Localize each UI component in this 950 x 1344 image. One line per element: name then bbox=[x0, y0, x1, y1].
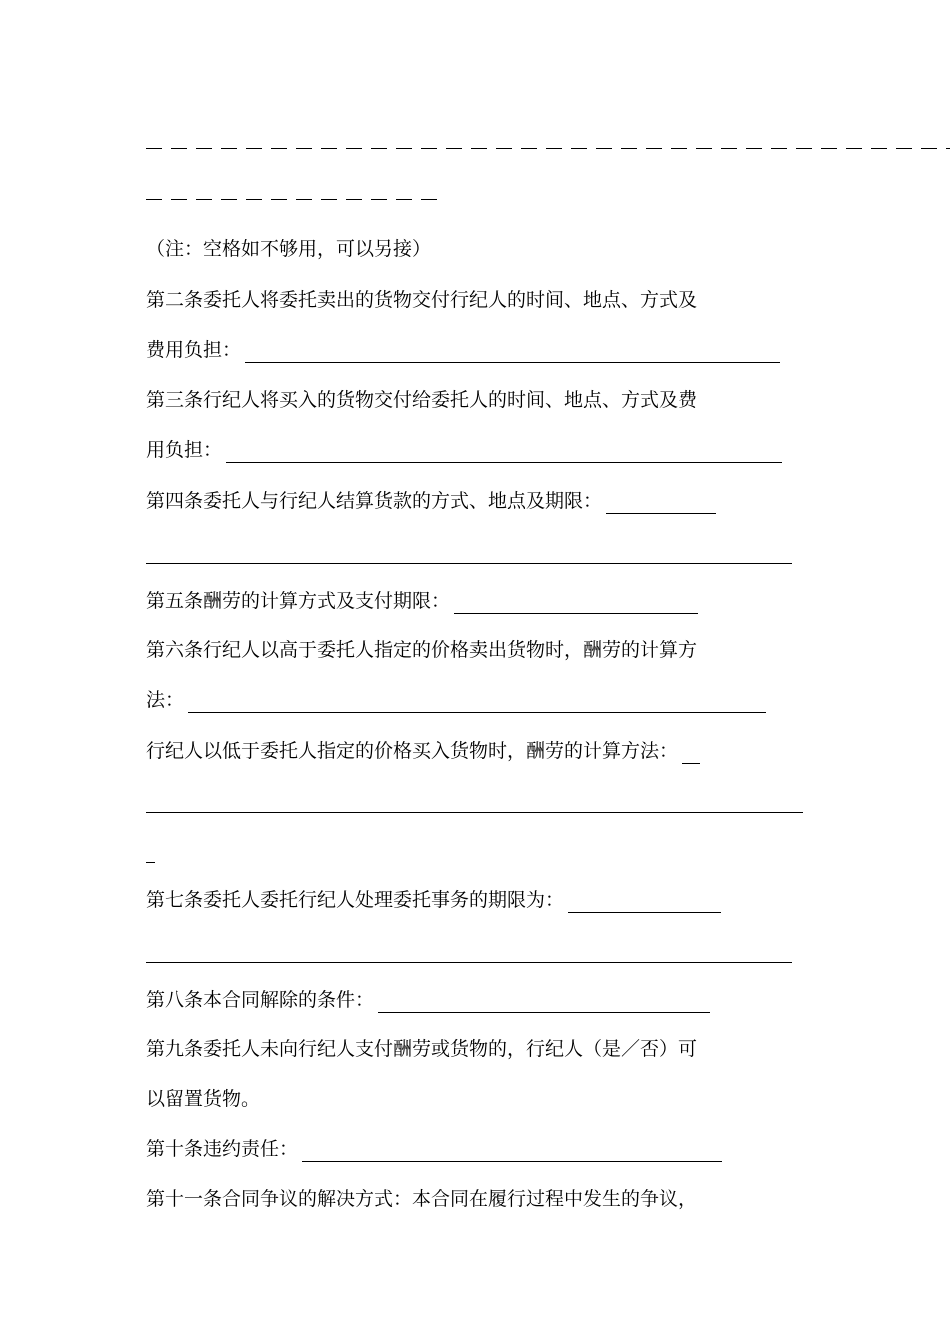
dash-mark bbox=[796, 148, 812, 149]
dash-separator-line bbox=[146, 199, 437, 200]
article-6-line-2 bbox=[146, 687, 766, 713]
article-10-line bbox=[146, 1136, 722, 1162]
article-9-text: 第九条委托人未向行纪人支付酬劳或货物的，行纪人（是／否）可 bbox=[146, 1038, 698, 1060]
article-10-text: 第十条违约责任： bbox=[146, 1138, 299, 1160]
dash-mark bbox=[296, 148, 312, 149]
dash-mark bbox=[921, 148, 937, 149]
dash-mark bbox=[696, 148, 712, 149]
article-4-line-1 bbox=[146, 488, 716, 514]
dash-mark bbox=[421, 148, 437, 149]
dash-mark bbox=[221, 199, 237, 200]
dash-mark bbox=[496, 148, 512, 149]
dash-mark bbox=[346, 148, 362, 149]
dash-mark bbox=[446, 148, 462, 149]
dash-mark bbox=[596, 148, 612, 149]
dash-mark bbox=[646, 148, 662, 149]
dash-mark bbox=[146, 148, 162, 149]
dash-mark bbox=[146, 199, 162, 200]
article-7-text: 第七条委托人委托行纪人处理委托事务的期限为： bbox=[146, 889, 565, 911]
dash-mark bbox=[346, 199, 362, 200]
dash-mark bbox=[846, 148, 862, 149]
article-3-line-2 bbox=[146, 437, 782, 463]
fill-in-blank[interactable] bbox=[302, 1141, 722, 1162]
dash-mark bbox=[946, 148, 950, 149]
article-6b-text: 行纪人以低于委托人指定的价格买入货物时，酬劳的计算方法： bbox=[146, 740, 679, 762]
dash-mark bbox=[671, 148, 687, 149]
article-6-line-1 bbox=[146, 637, 697, 663]
article-2-line-1 bbox=[146, 287, 697, 313]
dash-mark bbox=[896, 148, 912, 149]
article-5-line bbox=[146, 588, 698, 614]
article-7-line-1 bbox=[146, 887, 721, 913]
article-9-text-cont: 以留置货物。 bbox=[146, 1088, 261, 1110]
dash-mark bbox=[421, 199, 437, 200]
dash-mark bbox=[371, 199, 387, 200]
dash-mark bbox=[221, 148, 237, 149]
article-3-label: 用负担： bbox=[146, 439, 223, 461]
fill-in-blank[interactable] bbox=[568, 892, 721, 913]
dash-mark bbox=[471, 148, 487, 149]
dash-mark bbox=[571, 148, 587, 149]
fill-in-blank[interactable] bbox=[188, 692, 766, 713]
dash-mark bbox=[296, 199, 312, 200]
dash-mark bbox=[771, 148, 787, 149]
dash-mark bbox=[746, 148, 762, 149]
article-8-line bbox=[146, 987, 710, 1013]
article-7-line-2 bbox=[146, 937, 792, 963]
fill-in-blank[interactable] bbox=[378, 992, 710, 1013]
article-11-text: 第十一条合同争议的解决方式：本合同在履行过程中发生的争议， bbox=[146, 1188, 698, 1210]
fill-in-blank[interactable] bbox=[245, 342, 780, 363]
dash-mark bbox=[871, 148, 887, 149]
article-8-text: 第八条本合同解除的条件： bbox=[146, 989, 375, 1011]
fill-in-blank[interactable] bbox=[682, 743, 700, 764]
article-2-line-2 bbox=[146, 337, 780, 363]
article-4-text: 第四条委托人与行纪人结算货款的方式、地点及期限： bbox=[146, 490, 603, 512]
article-6b-line-1 bbox=[146, 738, 700, 764]
article-6b-line-3 bbox=[146, 837, 155, 863]
article-6-text: 第六条行纪人以高于委托人指定的价格卖出货物时，酬劳的计算方 bbox=[146, 639, 698, 661]
dash-mark bbox=[271, 148, 287, 149]
dash-mark bbox=[546, 148, 562, 149]
article-2-text: 第二条委托人将委托卖出的货物交付行纪人的时间、地点、方式及 bbox=[146, 289, 698, 311]
fill-in-blank[interactable] bbox=[606, 493, 716, 514]
dash-mark bbox=[321, 148, 337, 149]
article-6b-line-2 bbox=[146, 787, 803, 813]
fill-in-blank[interactable] bbox=[146, 543, 792, 564]
article-6-label: 法： bbox=[146, 689, 185, 711]
article-3-text: 第三条行纪人将买入的货物交付给委托人的时间、地点、方式及费 bbox=[146, 389, 698, 411]
note-text: （注：空格如不够用，可以另接） bbox=[146, 238, 432, 260]
note-line bbox=[146, 236, 431, 262]
dash-mark bbox=[271, 199, 287, 200]
article-9-line-2 bbox=[146, 1086, 260, 1112]
dash-mark bbox=[171, 199, 187, 200]
dash-mark bbox=[396, 199, 412, 200]
article-3-line-1 bbox=[146, 387, 697, 413]
fill-in-blank[interactable] bbox=[146, 792, 803, 813]
dash-mark bbox=[321, 199, 337, 200]
dash-mark bbox=[621, 148, 637, 149]
dash-mark bbox=[196, 148, 212, 149]
dash-mark bbox=[246, 148, 262, 149]
article-9-line-1 bbox=[146, 1036, 697, 1062]
dash-separator-line bbox=[146, 148, 950, 149]
article-2-label: 费用负担： bbox=[146, 339, 242, 361]
article-5-text: 第五条酬劳的计算方式及支付期限： bbox=[146, 590, 451, 612]
fill-in-blank[interactable] bbox=[454, 593, 698, 614]
fill-in-blank[interactable] bbox=[146, 842, 155, 863]
article-4-line-2 bbox=[146, 538, 792, 564]
fill-in-blank[interactable] bbox=[226, 442, 782, 463]
dash-mark bbox=[521, 148, 537, 149]
dash-mark bbox=[396, 148, 412, 149]
dash-mark bbox=[171, 148, 187, 149]
dash-mark bbox=[721, 148, 737, 149]
fill-in-blank[interactable] bbox=[146, 942, 792, 963]
dash-mark bbox=[196, 199, 212, 200]
article-11-line-1 bbox=[146, 1186, 697, 1212]
dash-mark bbox=[821, 148, 837, 149]
dash-mark bbox=[371, 148, 387, 149]
dash-mark bbox=[246, 199, 262, 200]
